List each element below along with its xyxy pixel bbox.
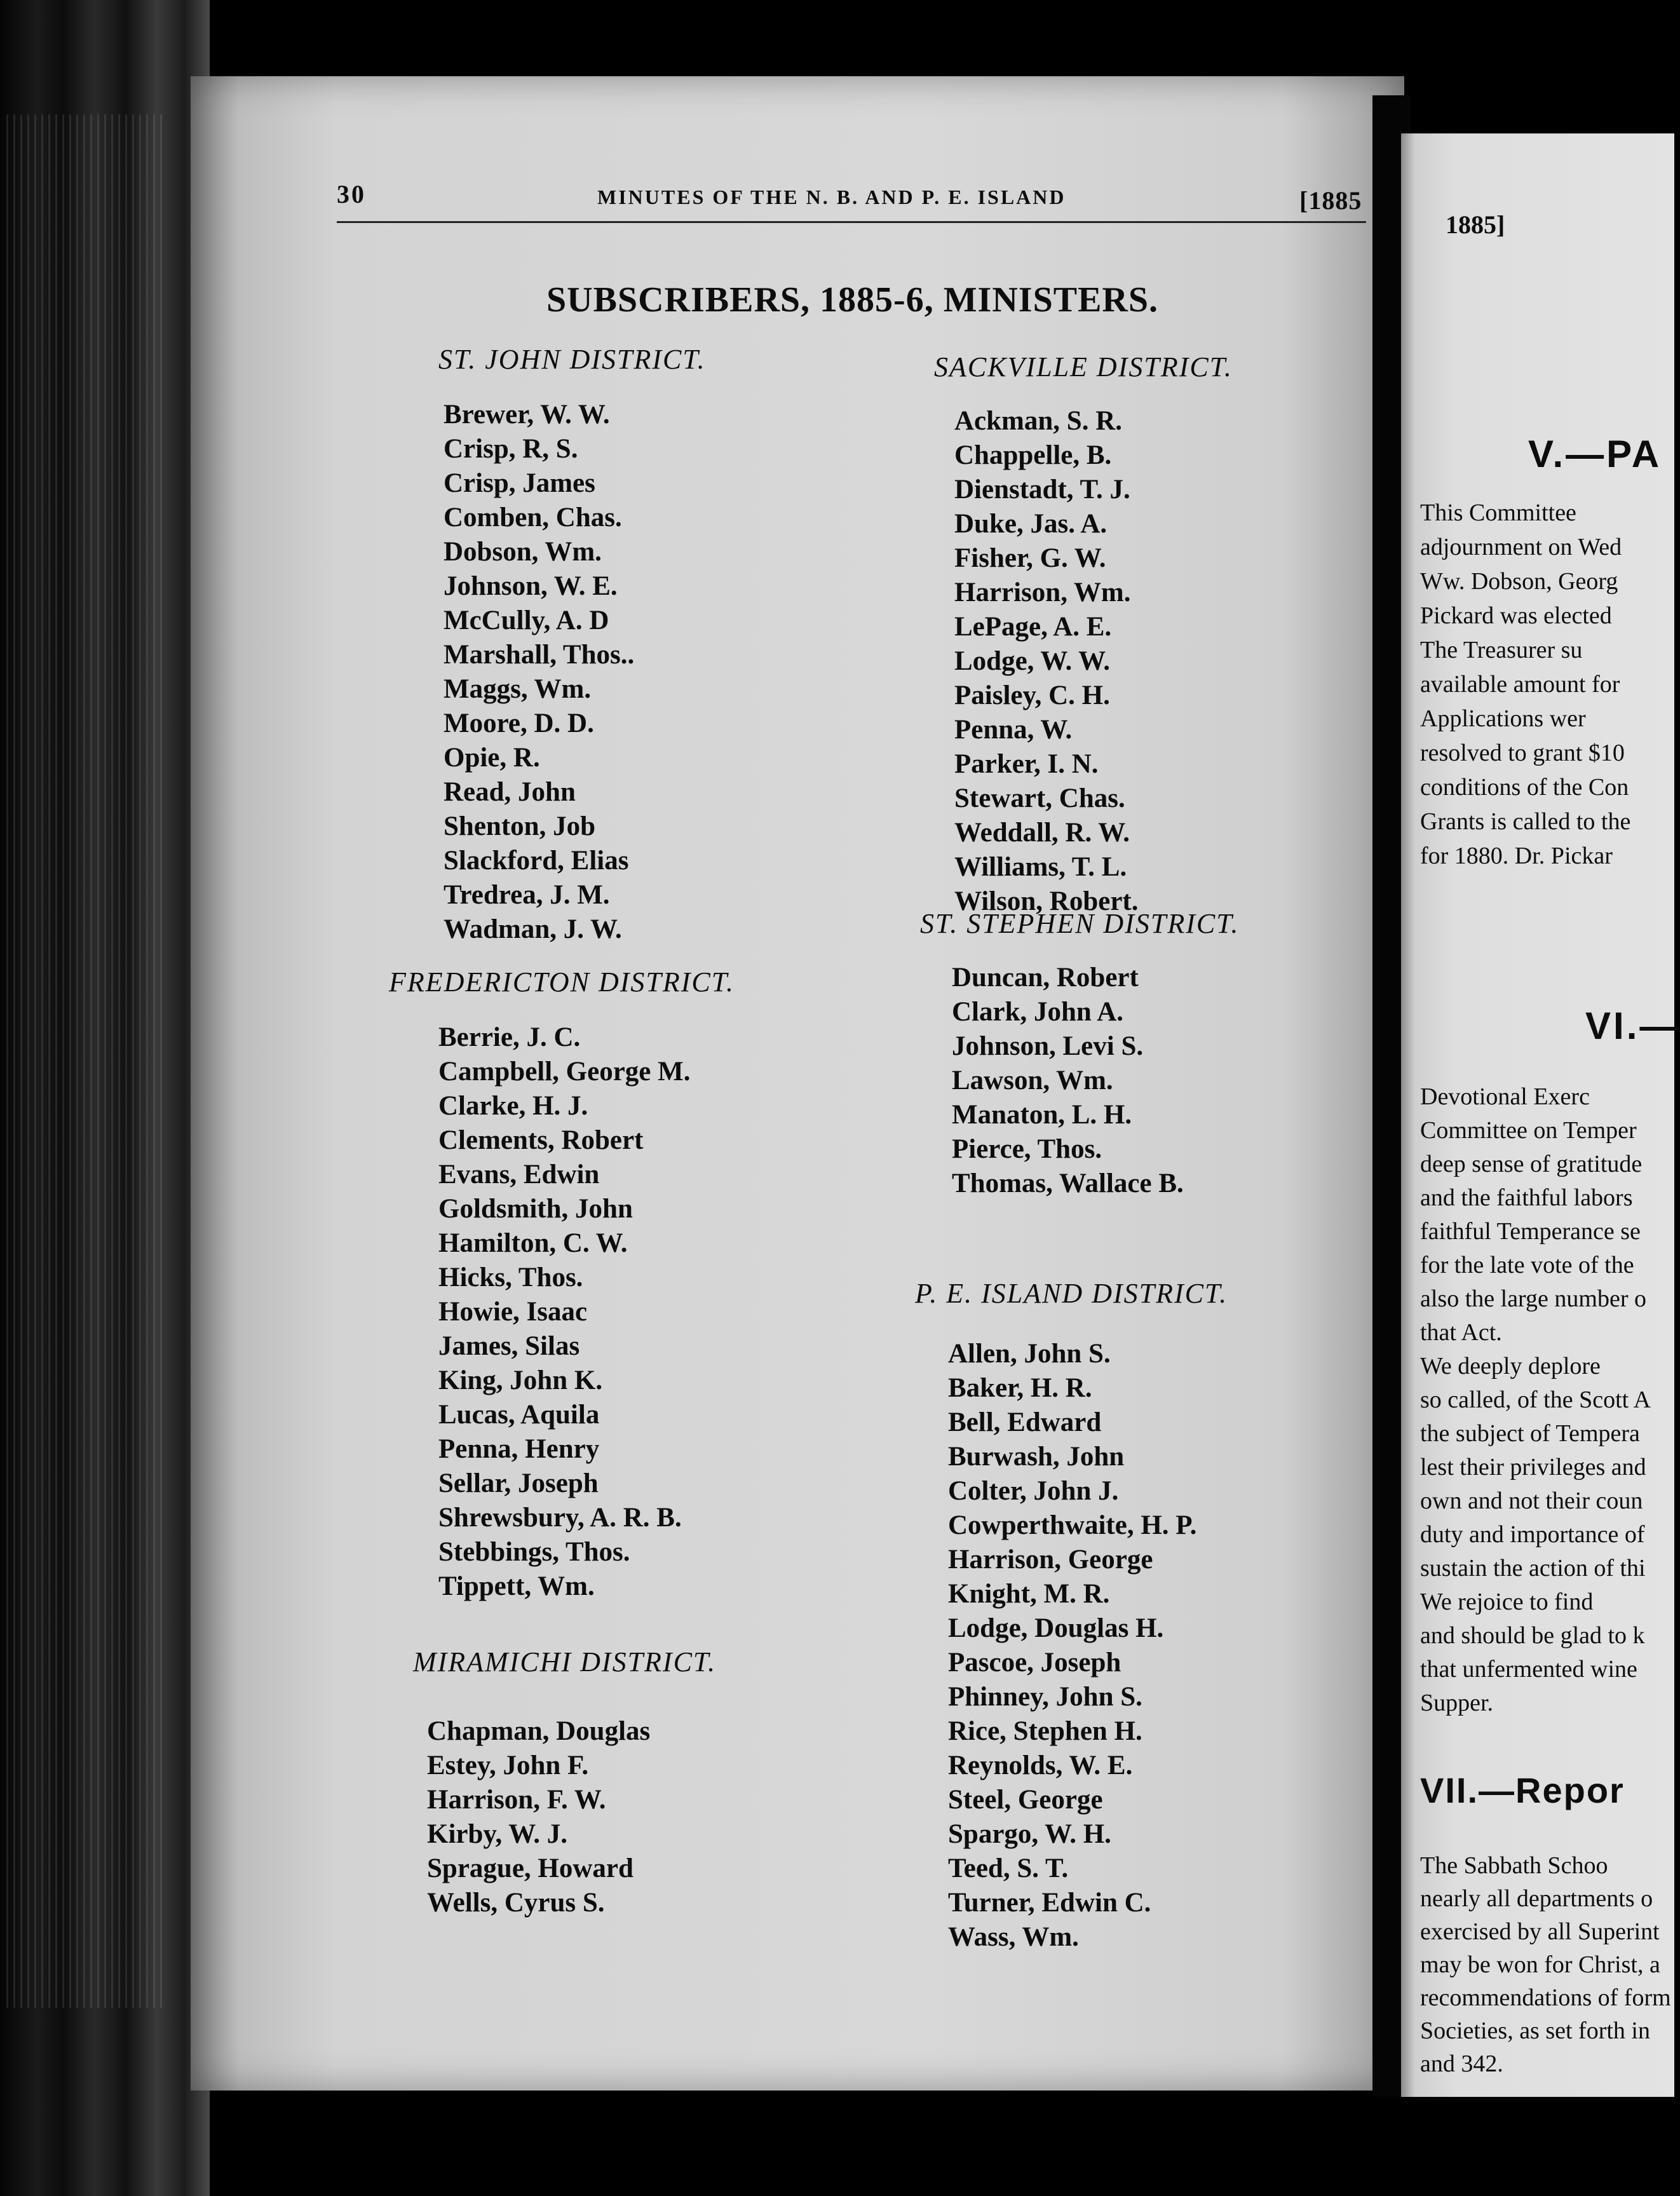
subscriber-name: Colter, John J.	[948, 1476, 1119, 1506]
text-line: and should be glad to k	[1420, 1622, 1645, 1649]
district-heading-fredericton: FREDERICTON DISTRICT.	[389, 966, 735, 998]
subscriber-name: Kirby, W. J.	[427, 1819, 568, 1849]
text-line: also the large number o	[1420, 1285, 1646, 1312]
section-vi-heading: VI.—	[1585, 1005, 1680, 1047]
subscriber-name: Harrison, Wm.	[954, 578, 1131, 607]
district-heading-pe-island: P. E. ISLAND DISTRICT.	[915, 1278, 1228, 1309]
subscriber-name: Maggs, Wm.	[444, 674, 592, 704]
subscriber-name: Slackford, Elias	[444, 846, 629, 876]
running-year: [1885	[1299, 186, 1362, 215]
subscriber-name: Estey, John F.	[427, 1751, 589, 1780]
subscriber-name: Allen, John S.	[948, 1339, 1111, 1369]
name-list-sackville	[954, 404, 1138, 919]
subscriber-name: Cowperthwaite, H. P.	[948, 1510, 1197, 1540]
binding-page-edges	[6, 114, 165, 2008]
text-line: recommendations of form	[1420, 1984, 1671, 2011]
subscriber-name: Lodge, Douglas H.	[948, 1613, 1164, 1643]
page-number: 30	[337, 180, 366, 208]
district-heading-st-john: ST. JOHN DISTRICT.	[438, 344, 706, 375]
subscriber-name: Lucas, Aquila	[438, 1400, 600, 1430]
right-running-year: 1885]	[1446, 210, 1505, 239]
subscriber-name: Spargo, W. H.	[948, 1819, 1111, 1849]
subscriber-name: Crisp, James	[444, 468, 595, 498]
subscriber-name: Clark, John A.	[952, 997, 1124, 1027]
subscriber-name: McCully, A. D	[444, 606, 609, 635]
text-line: own and not their coun	[1420, 1488, 1643, 1514]
subscriber-name: Thomas, Wallace B.	[952, 1169, 1184, 1198]
section-v-heading: V.—PA	[1528, 433, 1662, 475]
subscriber-name: Turner, Edwin C.	[948, 1888, 1151, 1918]
subscriber-name: Harrison, George	[948, 1545, 1153, 1575]
subscriber-name: Stebbings, Thos.	[438, 1537, 630, 1567]
text-line: for 1880. Dr. Pickar	[1420, 843, 1613, 869]
text-line: Ww. Dobson, Georg	[1420, 568, 1618, 595]
subscriber-name: Sellar, Joseph	[438, 1468, 599, 1498]
text-line: nearly all departments o	[1420, 1885, 1653, 1912]
subscriber-name: Steel, George	[948, 1785, 1103, 1815]
subscriber-name: King, John K.	[438, 1366, 603, 1395]
subscriber-name: Baker, H. R.	[948, 1373, 1092, 1403]
subscriber-name: Wass, Wm.	[948, 1922, 1079, 1952]
text-line: conditions of the Con	[1420, 774, 1629, 801]
subscriber-name: Penna, W.	[954, 715, 1073, 745]
text-line: Pickard was elected	[1420, 602, 1612, 629]
subscriber-name: James, Silas	[438, 1331, 580, 1361]
text-line: Societies, as set forth in	[1420, 2017, 1650, 2044]
subscriber-name: Hamilton, C. W.	[438, 1228, 628, 1258]
subscriber-name: Rice, Stephen H.	[948, 1716, 1142, 1746]
subscriber-name: Chapman, Douglas	[427, 1716, 651, 1746]
subscriber-name: Johnson, W. E.	[444, 571, 618, 601]
text-line: Devotional Exerc	[1420, 1083, 1590, 1110]
subscriber-name: Shenton, Job	[444, 811, 595, 841]
text-line: deep sense of gratitude	[1420, 1151, 1643, 1177]
text-line: sustain the action of thi	[1420, 1555, 1646, 1582]
text-line: resolved to grant $10	[1420, 740, 1625, 766]
subscriber-name: LePage, A. E.	[954, 612, 1112, 642]
subscriber-name: Williams, T. L.	[954, 852, 1127, 882]
text-line: This Committee	[1420, 499, 1576, 526]
text-line: the subject of Tempera	[1420, 1420, 1640, 1447]
text-line: duty and importance of	[1420, 1521, 1645, 1548]
book-binding	[0, 0, 210, 2196]
subscriber-name: Penna, Henry	[438, 1434, 600, 1464]
section-vi-text	[1420, 1080, 1651, 1720]
subscriber-name: Burwash, John	[948, 1442, 1125, 1472]
section-v-text	[1420, 496, 1630, 873]
subscriber-name: Campbell, George M.	[438, 1057, 691, 1087]
subscriber-name: Wilson, Robert.	[954, 886, 1139, 916]
text-line: We deeply deplore	[1420, 1353, 1601, 1379]
subscriber-name: Stewart, Chas.	[954, 783, 1125, 813]
name-list-st-stephen	[952, 961, 1184, 1201]
text-line: Grants is called to the	[1420, 808, 1631, 835]
header-rule	[337, 221, 1366, 223]
subscriber-name: Opie, R.	[444, 743, 540, 773]
subscriber-name: Duke, Jas. A.	[954, 509, 1108, 539]
district-heading-miramichi: MIRAMICHI DISTRICT.	[413, 1646, 717, 1678]
text-line: that Act.	[1420, 1319, 1502, 1346]
subscriber-name: Duncan, Robert	[952, 963, 1139, 993]
subscriber-name: Bell, Edward	[948, 1407, 1102, 1437]
subscriber-name: Clarke, H. J.	[438, 1091, 588, 1121]
text-line: for the late vote of the	[1420, 1252, 1634, 1278]
subscriber-name: Sprague, Howard	[427, 1854, 633, 1883]
subscriber-name: Johnson, Levi S.	[952, 1031, 1144, 1061]
subscriber-name: Manaton, L. H.	[952, 1100, 1132, 1130]
subscriber-name: Tippett, Wm.	[438, 1571, 595, 1601]
subscriber-name: Dienstadt, T. J.	[954, 475, 1130, 505]
subscriber-name: Phinney, John S.	[948, 1682, 1142, 1712]
subscriber-name: Ackman, S. R.	[954, 406, 1123, 436]
text-line: The Sabbath Schoo	[1420, 1852, 1608, 1879]
subscriber-name: Chappelle, B.	[954, 440, 1112, 470]
subscriber-name: Lawson, Wm.	[952, 1066, 1113, 1095]
text-line: We rejoice to find	[1420, 1589, 1594, 1615]
text-line: available amount for	[1420, 671, 1620, 698]
text-line: The Treasurer su	[1420, 637, 1583, 663]
text-line: faithful Temperance se	[1420, 1218, 1641, 1245]
text-line: so called, of the Scott A	[1420, 1386, 1651, 1413]
subscriber-name: Dobson, Wm.	[444, 537, 602, 567]
name-list-fredericton	[438, 1020, 690, 1604]
right-page	[1401, 133, 1680, 2097]
subscriber-name: Clements, Robert	[438, 1125, 644, 1155]
subscriber-name: Brewer, W. W.	[444, 400, 610, 430]
subscriber-name: Knight, M. R.	[948, 1579, 1110, 1609]
subscriber-name: Evans, Edwin	[438, 1160, 600, 1190]
text-line: Applications wer	[1420, 705, 1586, 732]
subscriber-name: Hicks, Thos.	[438, 1263, 583, 1292]
running-title: MINUTES OF THE N. B. AND P. E. ISLAND	[597, 186, 1066, 208]
subscriber-name: Paisley, C. H.	[954, 681, 1110, 710]
subscriber-name: Tredrea, J. M.	[444, 880, 610, 910]
text-line: and the faithful labors	[1420, 1184, 1633, 1211]
subscriber-name: Shrewsbury, A. R. B.	[438, 1503, 682, 1533]
subscriber-name: Fisher, G. W.	[954, 543, 1106, 573]
subscriber-name: Wells, Cyrus S.	[427, 1888, 605, 1918]
subscriber-name: Lodge, W. W.	[954, 646, 1110, 676]
district-heading-sackville: SACKVILLE DISTRICT.	[934, 351, 1233, 383]
page-heading: SUBSCRIBERS, 1885-6, MINISTERS.	[546, 280, 1159, 320]
text-line: lest their privileges and	[1420, 1454, 1646, 1481]
subscriber-name: Howie, Isaac	[438, 1297, 588, 1327]
subscriber-name: Berrie, J. C.	[438, 1022, 581, 1052]
subscriber-name: Comben, Chas.	[444, 503, 622, 532]
subscriber-name: Harrison, F. W.	[427, 1785, 606, 1815]
subscriber-name: Parker, I. N.	[954, 749, 1099, 779]
text-line: Supper.	[1420, 1690, 1494, 1716]
subscriber-name: Teed, S. T.	[948, 1854, 1069, 1883]
section-vii-text	[1420, 1849, 1671, 2080]
text-line: Committee on Temper	[1420, 1117, 1637, 1144]
name-list-pe-island	[948, 1337, 1196, 1955]
section-vii-heading: VII.—Repor	[1420, 1770, 1625, 1810]
text-line: that unfermented wine	[1420, 1656, 1637, 1683]
subscriber-name: Goldsmith, John	[438, 1194, 633, 1224]
text-line: exercised by all Superint	[1420, 1918, 1660, 1945]
subscriber-name: Pascoe, Joseph	[948, 1648, 1121, 1678]
subscriber-name: Reynolds, W. E.	[948, 1751, 1133, 1780]
subscriber-name: Marshall, Thos..	[444, 640, 635, 670]
subscriber-name: Weddall, R. W.	[954, 818, 1130, 848]
text-line: may be won for Christ, a	[1420, 1951, 1660, 1978]
subscriber-name: Moore, D. D.	[444, 708, 594, 738]
subscriber-name: Pierce, Thos.	[952, 1134, 1102, 1164]
subscriber-name: Read, John	[444, 777, 576, 807]
subscriber-name: Crisp, R, S.	[444, 434, 578, 464]
subscriber-name: Wadman, J. W.	[444, 914, 622, 944]
text-line: and 342.	[1420, 2050, 1503, 2077]
name-list-st-john	[444, 398, 634, 947]
text-line: adjournment on Wed	[1420, 534, 1622, 560]
name-list-miramichi	[427, 1714, 650, 1920]
district-heading-st-stephen: ST. STEPHEN DISTRICT.	[920, 908, 1240, 939]
